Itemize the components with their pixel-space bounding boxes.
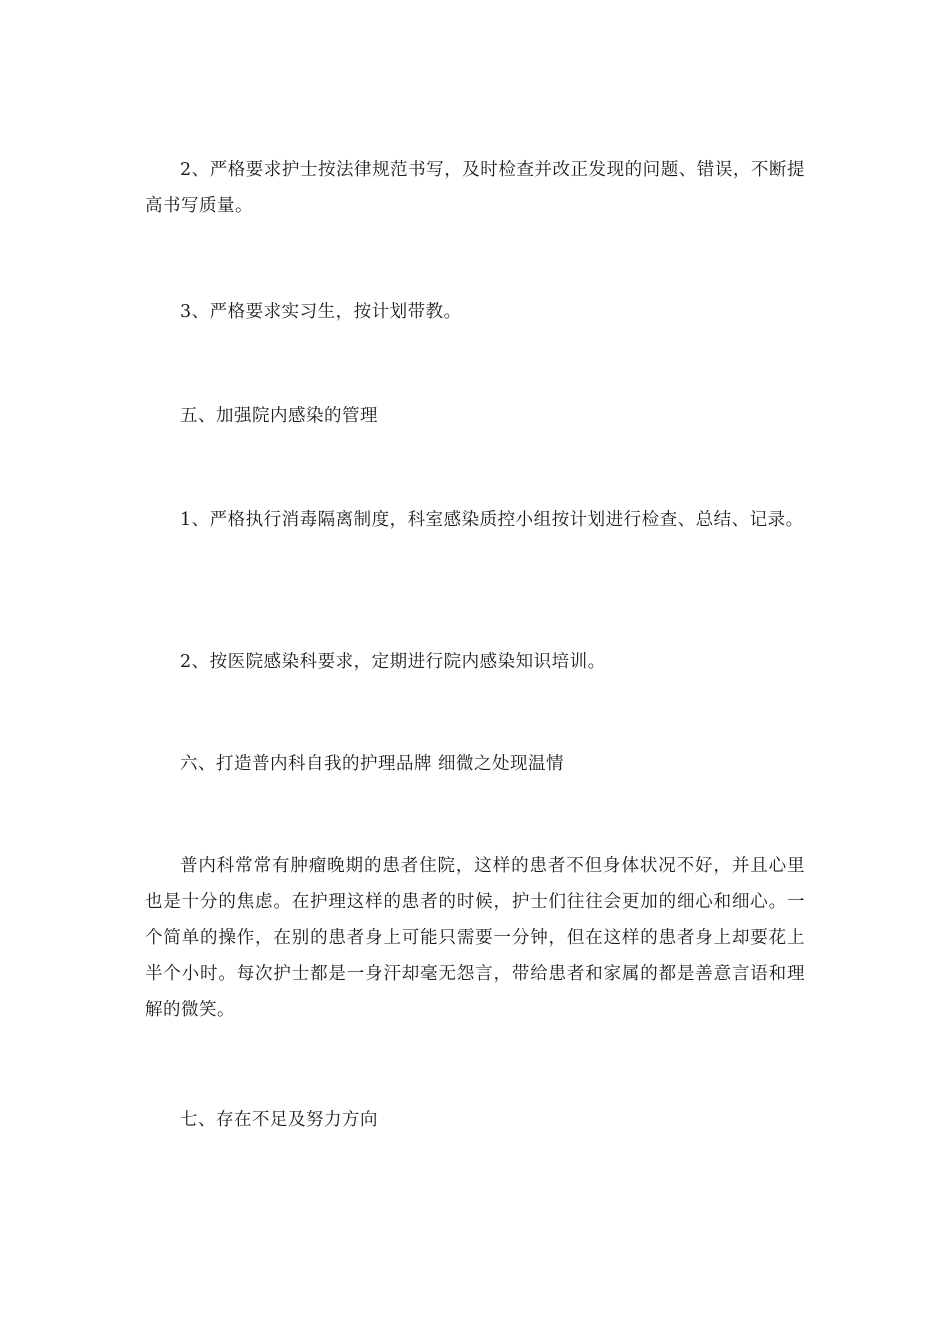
paragraph-disinfection-isolation: 1、严格执行消毒隔离制度，科室感染质控小组按计划进行检查、总结、记录。 (180, 510, 804, 530)
section-heading-nursing-brand: 六、打造普内科自我的护理品牌 细微之处现温情 (180, 754, 565, 774)
paragraph-writing-quality: 2、严格要求护士按法律规范书写，及时检查并改正发现的问题、错误，不断提高书写质量。 (145, 160, 805, 216)
section-heading-shortcomings: 七、存在不足及努力方向 (180, 1110, 378, 1130)
section-heading-infection-management: 五、加强院内感染的管理 (180, 406, 378, 426)
paragraph-intern-teaching: 3、严格要求实习生，按计划带教。 (180, 302, 462, 322)
paragraph-infection-training: 2、按医院感染科要求，定期进行院内感染知识培训。 (180, 652, 606, 672)
paragraph-tumor-patients-care: 普内科常常有肿瘤晚期的患者住院，这样的患者不但身体状况不好，并且心里也是十分的焦虑。在护理这样的患者的时候，护士们往往会更加的细心和细心。一个简单的操作，在别的患者身上可能只需要一分钟，但在这样的患者身上却要花上半个小时。每次护士都是一身汗却毫无怨言，带给患者和家属的都是善意言语和理解的微笑。 (145, 856, 805, 1020)
